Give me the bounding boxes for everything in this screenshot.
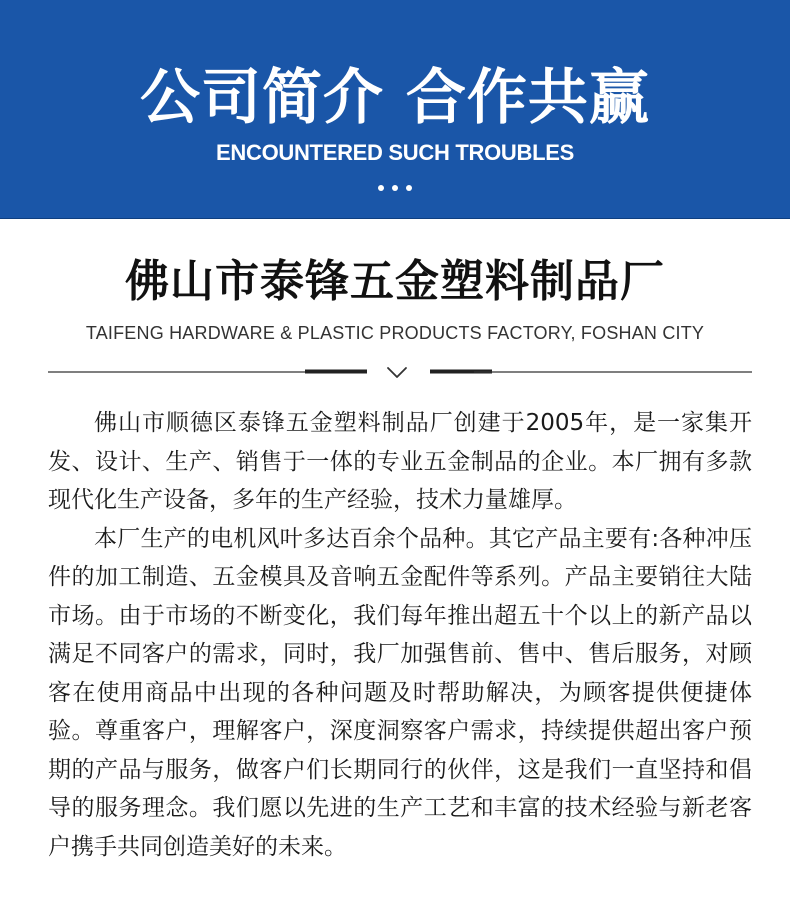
dot: [406, 185, 412, 191]
three-dots-icon: [0, 185, 790, 193]
banner-subtitle: ENCOUNTERED SUCH TROUBLES: [216, 140, 574, 165]
company-introduction: [48, 404, 752, 866]
divider-bar-left: [305, 370, 367, 374]
banner-title: 公司简介 合作共赢: [140, 63, 650, 133]
company-name: 佛山市泰锋五金塑料制品厂: [125, 256, 665, 307]
chevron-down-icon: [388, 368, 406, 377]
company-english-name: TAIFENG HARDWARE & PLASTIC PRODUCTS FACTORY, FOSHAN CITY: [85, 323, 705, 343]
header-banner: [0, 0, 790, 219]
section-divider: [48, 358, 752, 388]
article-paragraph: 本厂生产的电机风叶多达百余个品种。其它产品主要有:各种冲压件的加工制造、五金模具及音响五金配件等系列。产品主要销往大陆市场。由于市场的不断变化，我们每年推出超五十个以上的新产品以满足不同客户的需求，同时，我厂加强售前、售中、售后服务，对顾客在使用商品中出现的各种问题及时帮助解决，为顾客提供便捷体验。尊重客户，理解客户，深度洞察客户需求，持续提供超出客户预期的产品与服务，做客户们长期同行的伙伴，这是我们一直坚持和倡导的服务理念。我们愿以先进的生产工艺和丰富的技术经验与新老客户携手共同创造美好的未来。: [48, 525, 752, 860]
dot: [378, 185, 384, 191]
dot: [392, 185, 398, 191]
article-paragraph: 佛山市顺德区泰锋五金塑料制品厂创建于2005年，是一家集开发、设计、生产、销售于一体的专业五金制品的企业。本厂拥有多款现代化生产设备，多年的生产经验，技术力量雄厚。: [48, 410, 752, 513]
